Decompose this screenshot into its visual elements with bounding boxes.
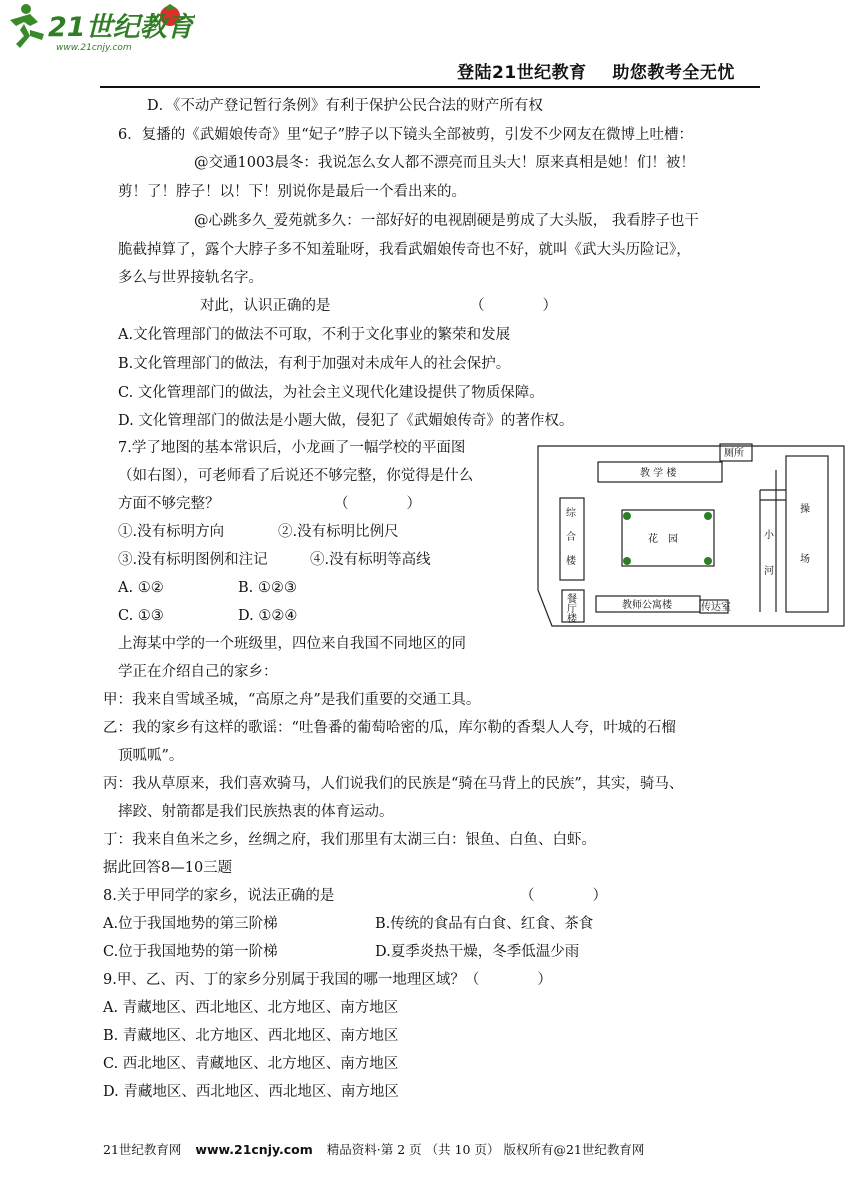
q6-ask: 对此，认识正确的是 [200, 298, 331, 314]
header-slogan: 登陆21世纪教育 助您教考全无忧 [457, 63, 735, 83]
q7-option-d: D. ①②④ [238, 608, 298, 624]
map-label-garden: 花 园 [648, 534, 678, 545]
passage-intro-line2: 学正在介绍自己的家乡： [118, 664, 278, 680]
passage-yi-line2: 顶呱呱”。 [118, 748, 184, 764]
q7-item4: ④.没有标明等高线 [310, 552, 431, 568]
q6-quote2-line3: 多么与世界接轨名字。 [118, 270, 263, 286]
q8-option-b: B.传统的食品有白食、红食、茶食 [375, 916, 594, 932]
q7-stem-line3: 方面不够完整？ [118, 496, 220, 512]
q6-option-c: C. 文化管理部门的做法，为社会主义现代化建设提供了物质保障。 [118, 385, 544, 401]
q7-option-c: C. ①③ [118, 608, 164, 624]
logo-url: www.21cnjy.com [56, 43, 132, 53]
q6-option-b: B.文化管理部门的做法，有利于加强对未成年人的社会保护。 [118, 356, 511, 372]
q7-item1: ①.没有标明方向 [118, 524, 225, 540]
q7-stem-line1: 7.学了地图的基本常识后，小龙画了一幅学校的平面图 [118, 440, 466, 456]
q9-option-d: D. 青藏地区、西北地区、西北地区、南方地区 [103, 1084, 399, 1100]
q7-option-b: B. ①②③ [238, 580, 297, 596]
map-label-river-2: 河 [764, 566, 774, 577]
q8-answer-paren: （ ） [520, 888, 607, 904]
q9-stem: 9.甲、乙、丙、丁的家乡分别属于我国的哪一地理区域？（ ） [103, 972, 552, 988]
q6-stem: 6．复播的《武媚娘传奇》里“妃子”脖子以下镜头全部被剪，引发不少网友在微博上吐槽： [118, 127, 694, 143]
footer-site-link[interactable]: www.21cnjy.com [195, 1142, 313, 1157]
footer-left: 21世纪教育网 [103, 1142, 182, 1157]
map-label-canteen-1: 餐 [567, 594, 577, 605]
passage-instruction: 据此回答8—10三题 [103, 860, 233, 876]
q8-stem: 8.关于甲同学的家乡，说法正确的是 [103, 888, 335, 904]
site-logo [0, 0, 195, 55]
map-label-comprehensive-2: 合 [566, 532, 576, 543]
map-label-canteen-2: 厅 [567, 604, 577, 615]
map-label-toilet: 厕所 [724, 448, 744, 459]
q8-option-d: D.夏季炎热干燥，冬季低温少雨 [375, 944, 580, 960]
q6-quote1-line2: 剪！了！脖子！以！下！别说你是最后一个看出来的。 [118, 184, 466, 200]
map-label-guard-room: 传达室 [701, 602, 731, 613]
q7-item2: ②.没有标明比例尺 [278, 524, 399, 540]
q9-option-a: A. 青藏地区、西北地区、北方地区、南方地区 [103, 1000, 399, 1016]
footer-right: 精品资料·第 2 页 （共 10 页） 版权所有@21世纪教育网 [326, 1142, 645, 1157]
passage-yi-line1: 乙：我的家乡有这样的歌谣：“吐鲁番的葡萄哈密的瓜，库尔勒的香梨人人夸，叶城的石榴 [103, 720, 676, 736]
q6-quote1-line1: @交通1003晨冬：我说怎么女人都不漂亮而且头大！原来真相是她！们！被！ [194, 155, 695, 171]
q7-item3: ③.没有标明图例和注记 [118, 552, 268, 568]
map-label-comprehensive-3: 楼 [566, 556, 576, 567]
q7-option-a: A. ①② [118, 580, 164, 596]
map-label-teaching: 教 学 楼 [640, 468, 677, 479]
map-label-canteen-3: 楼 [567, 614, 577, 625]
map-label-comprehensive-1: 综 [566, 508, 576, 519]
map-label-playground-1: 操 [800, 504, 810, 515]
q6-option-a: A.文化管理部门的做法不可取，不利于文化事业的繁荣和发展 [118, 327, 511, 343]
passage-ding: 丁：我来自鱼米之乡，丝绸之府，我们那里有太湖三白：银鱼、白鱼、白虾。 [103, 832, 596, 848]
passage-intro-line1: 上海某中学的一个班级里，四位来自我国不同地区的同 [118, 636, 466, 652]
passage-bing-line1: 丙：我从草原来，我们喜欢骑马，人们说我们的民族是“骑在马背上的民族”，其实，骑马、 [103, 776, 684, 792]
q5-option-d: D．《不动产登记暂行条例》有利于保护公民合法的财产所有权 [147, 98, 543, 114]
q7-answer-paren: （ ） [334, 496, 421, 512]
q8-option-a: A.位于我国地势的第三阶梯 [103, 916, 278, 932]
q6-option-d: D. 文化管理部门的做法是小题大做，侵犯了《武媚娘传奇》的著作权。 [118, 413, 574, 429]
passage-jia: 甲：我来自雪域圣城，“高原之舟”是我们重要的交通工具。 [103, 692, 481, 708]
map-label-teacher-apartment: 教师公寓楼 [622, 600, 672, 611]
q7-stem-line2: （如右图），可老师看了后说还不够完整，你觉得是什么 [118, 468, 474, 484]
q8-option-c: C.位于我国地势的第一阶梯 [103, 944, 278, 960]
passage-bing-line2: 摔跤、射箭都是我们民族热衷的体育运动。 [118, 804, 394, 820]
header-divider [100, 86, 760, 88]
q9-option-c: C. 西北地区、青藏地区、北方地区、南方地区 [103, 1056, 399, 1072]
page-footer [103, 1140, 644, 1158]
map-label-playground-2: 场 [800, 554, 810, 565]
q6-quote2-line1: @心跳多久_爱苑就多久：一部好好的电视剧硬是剪成了大头版， 我看脖子也干 [194, 213, 699, 229]
q6-answer-paren: （ ） [470, 298, 557, 314]
logo-text: 21世纪教育 [48, 12, 194, 43]
map-playground [786, 456, 828, 612]
q6-quote2-line2: 脆截掉算了，露个大脖子多不知羞耻呀，我看武媚娘传奇也不好，就叫《武大头历险记》， [118, 242, 691, 258]
school-plan-map [530, 440, 848, 630]
map-label-river-1: 小 [764, 530, 774, 541]
q9-option-b: B. 青藏地区、北方地区、西北地区、南方地区 [103, 1028, 399, 1044]
